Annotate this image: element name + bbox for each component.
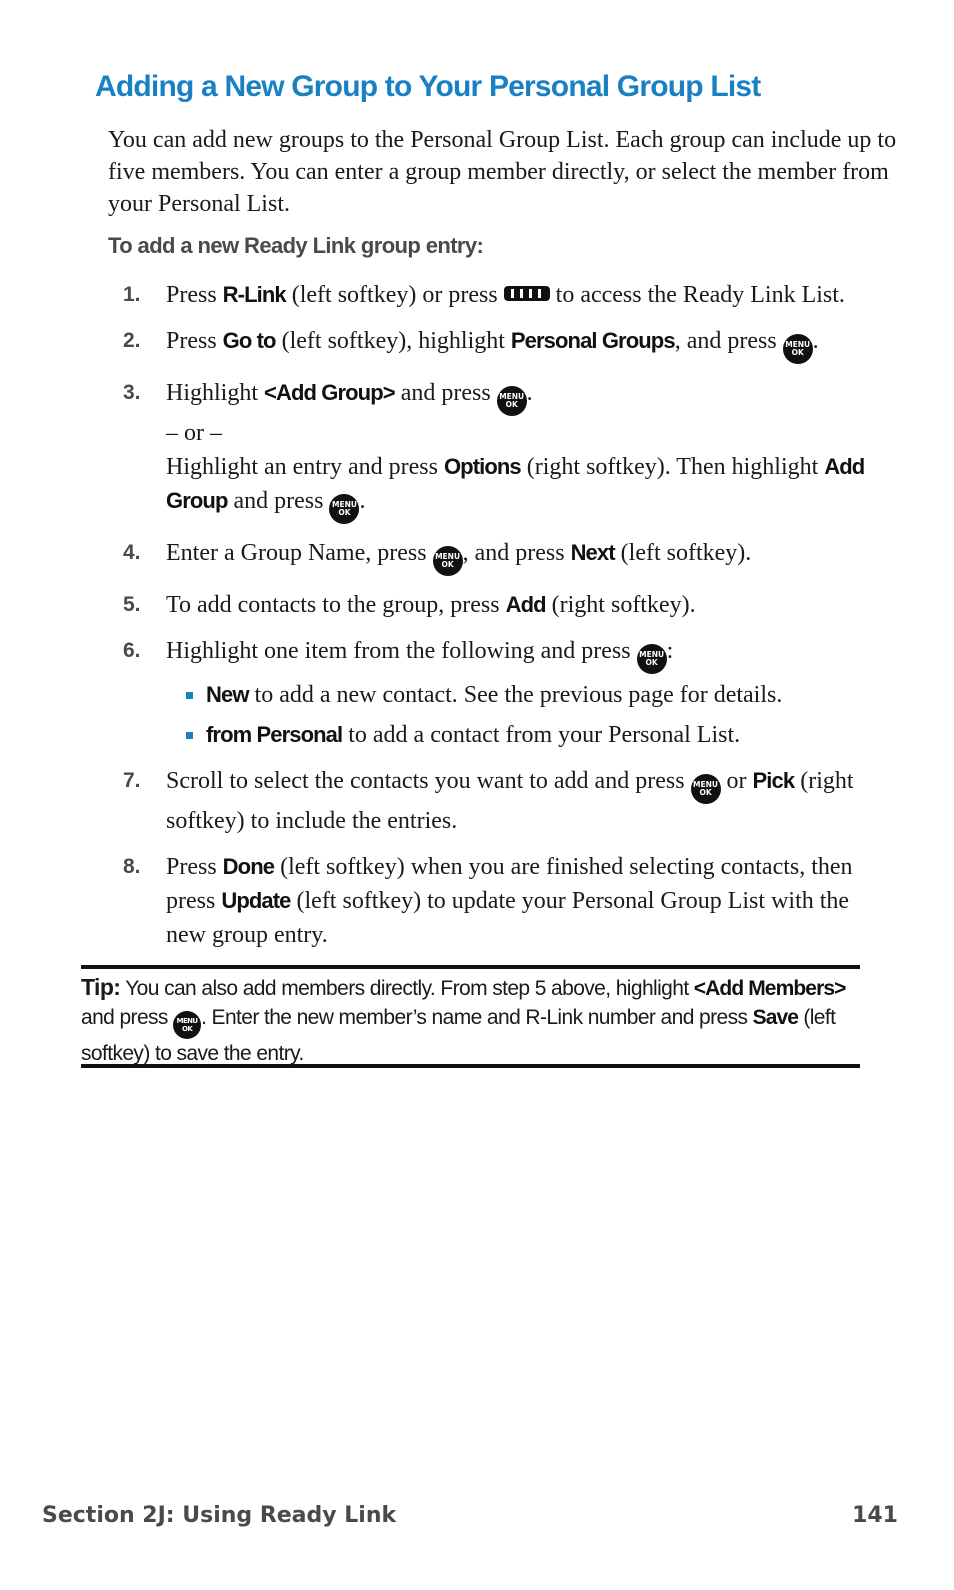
step-text: Enter a Group Name, press: [166, 540, 433, 566]
step-text: , and press: [674, 328, 783, 354]
options-keyword: Options: [443, 454, 521, 479]
step-text: (left softkey) when you are finished selecting contacts, then press: [166, 854, 853, 914]
add-group-keyword: <Add Group>: [264, 380, 395, 405]
step-number: 4.: [123, 541, 141, 564]
option-list: [166, 678, 868, 752]
bullet-icon: [186, 732, 193, 739]
step-6: [108, 634, 868, 752]
next-keyword: Next: [570, 540, 615, 565]
step-text: (right softkey). Then highlight: [520, 454, 825, 480]
intro-paragraph: You can add new groups to the Personal Group List. Each group can include up to five members. You can enter a group member directly, or select the member from your Personal List.: [108, 127, 897, 217]
step-8: [108, 850, 868, 952]
or-separator: – or –: [166, 420, 222, 446]
step-text: (left softkey).: [614, 540, 752, 566]
add-members-keyword: <Add Members>: [693, 977, 846, 1000]
step-text: Press: [166, 854, 223, 880]
steps-list: [108, 278, 868, 964]
tip-text: You can also add members directly. From step 5 above, highlight: [120, 977, 694, 1000]
personal-groups-keyword: Personal Groups: [510, 328, 675, 353]
step-3: [108, 376, 868, 524]
step-text: (left softkey), highlight: [275, 328, 511, 354]
step-number: 7.: [123, 769, 141, 792]
bullet-icon: [186, 692, 193, 699]
page-number: 141: [852, 1503, 898, 1528]
step-5: [108, 588, 868, 622]
step-text: .: [359, 488, 366, 514]
step-text: :: [666, 638, 674, 664]
step-text: (right softkey) to include the entries.: [166, 768, 854, 834]
step-text: .: [812, 328, 819, 354]
step-7: [108, 764, 868, 838]
r-link-keyword: R-Link: [222, 282, 286, 307]
step-text: (left softkey) or press: [285, 282, 504, 308]
step-text: Press: [166, 328, 223, 354]
procedure-heading: To add a new Ready Link group entry:: [108, 233, 484, 258]
tip-text: (left softkey) to save the entry.: [81, 1006, 836, 1065]
step-text: Scroll to select the contacts you want to add and press: [166, 768, 691, 794]
step-text: or: [720, 768, 753, 794]
step-text: Highlight an entry and press: [166, 454, 444, 480]
ready-link-key-icon: [504, 286, 550, 301]
step-text: and press: [394, 380, 497, 406]
step-4: [108, 536, 868, 576]
step-text: (left softkey) to update your Personal Group List with the new group entry.: [166, 888, 850, 948]
done-keyword: Done: [222, 854, 275, 879]
step-number: 5.: [123, 593, 141, 616]
step-text: Highlight one item from the following and press: [166, 638, 637, 664]
step-number: 3.: [123, 381, 141, 404]
step-text: and press: [227, 488, 330, 514]
option-text: to add a new contact. See the previous page for details.: [248, 682, 783, 708]
step-text: Press: [166, 282, 223, 308]
tip-box: [81, 965, 860, 1068]
option-text: to add a contact from your Personal List.: [342, 722, 741, 748]
tip-text: and press: [81, 1006, 174, 1029]
step-text: (right softkey).: [545, 592, 696, 618]
menu-ok-key-icon: MENU OK: [783, 334, 813, 364]
update-keyword: Update: [221, 888, 291, 913]
option-from-personal: [166, 718, 868, 752]
step-1: [108, 278, 868, 312]
menu-ok-key-icon: MENU OK: [497, 386, 527, 416]
go-to-keyword: Go to: [222, 328, 276, 353]
menu-ok-key-icon: MENU OK: [173, 1011, 201, 1039]
step-number: 1.: [123, 283, 141, 306]
step-text: To add contacts to the group, press: [166, 592, 506, 618]
step-text: to access the Ready Link List.: [549, 282, 845, 308]
step-text: Highlight: [166, 380, 265, 406]
tip-label: Tip:: [81, 974, 121, 1000]
step-number: 2.: [123, 329, 141, 352]
menu-ok-key-icon: MENU OK: [329, 494, 359, 524]
page-title: Adding a New Group to Your Personal Group List: [95, 70, 761, 103]
from-personal-keyword: from Personal: [206, 722, 343, 747]
menu-ok-key-icon: MENU OK: [691, 774, 721, 804]
add-keyword: Add: [505, 592, 546, 617]
step-text: .: [526, 380, 533, 406]
pick-keyword: Pick: [752, 768, 795, 793]
step-2: [108, 324, 868, 364]
add-group-option-keyword: Add Group: [166, 454, 865, 513]
new-keyword: New: [206, 682, 249, 707]
tip-text: . Enter the new member’s name and R-Link number and press: [201, 1006, 753, 1029]
step-number: 8.: [123, 855, 141, 878]
option-new: [166, 678, 868, 712]
menu-ok-key-icon: MENU OK: [637, 644, 667, 674]
menu-ok-key-icon: MENU OK: [433, 546, 463, 576]
step-text: , and press: [462, 540, 571, 566]
section-footer: Section 2J: Using Ready Link: [42, 1503, 397, 1528]
save-keyword: Save: [752, 1006, 799, 1029]
step-number: 6.: [123, 639, 141, 662]
